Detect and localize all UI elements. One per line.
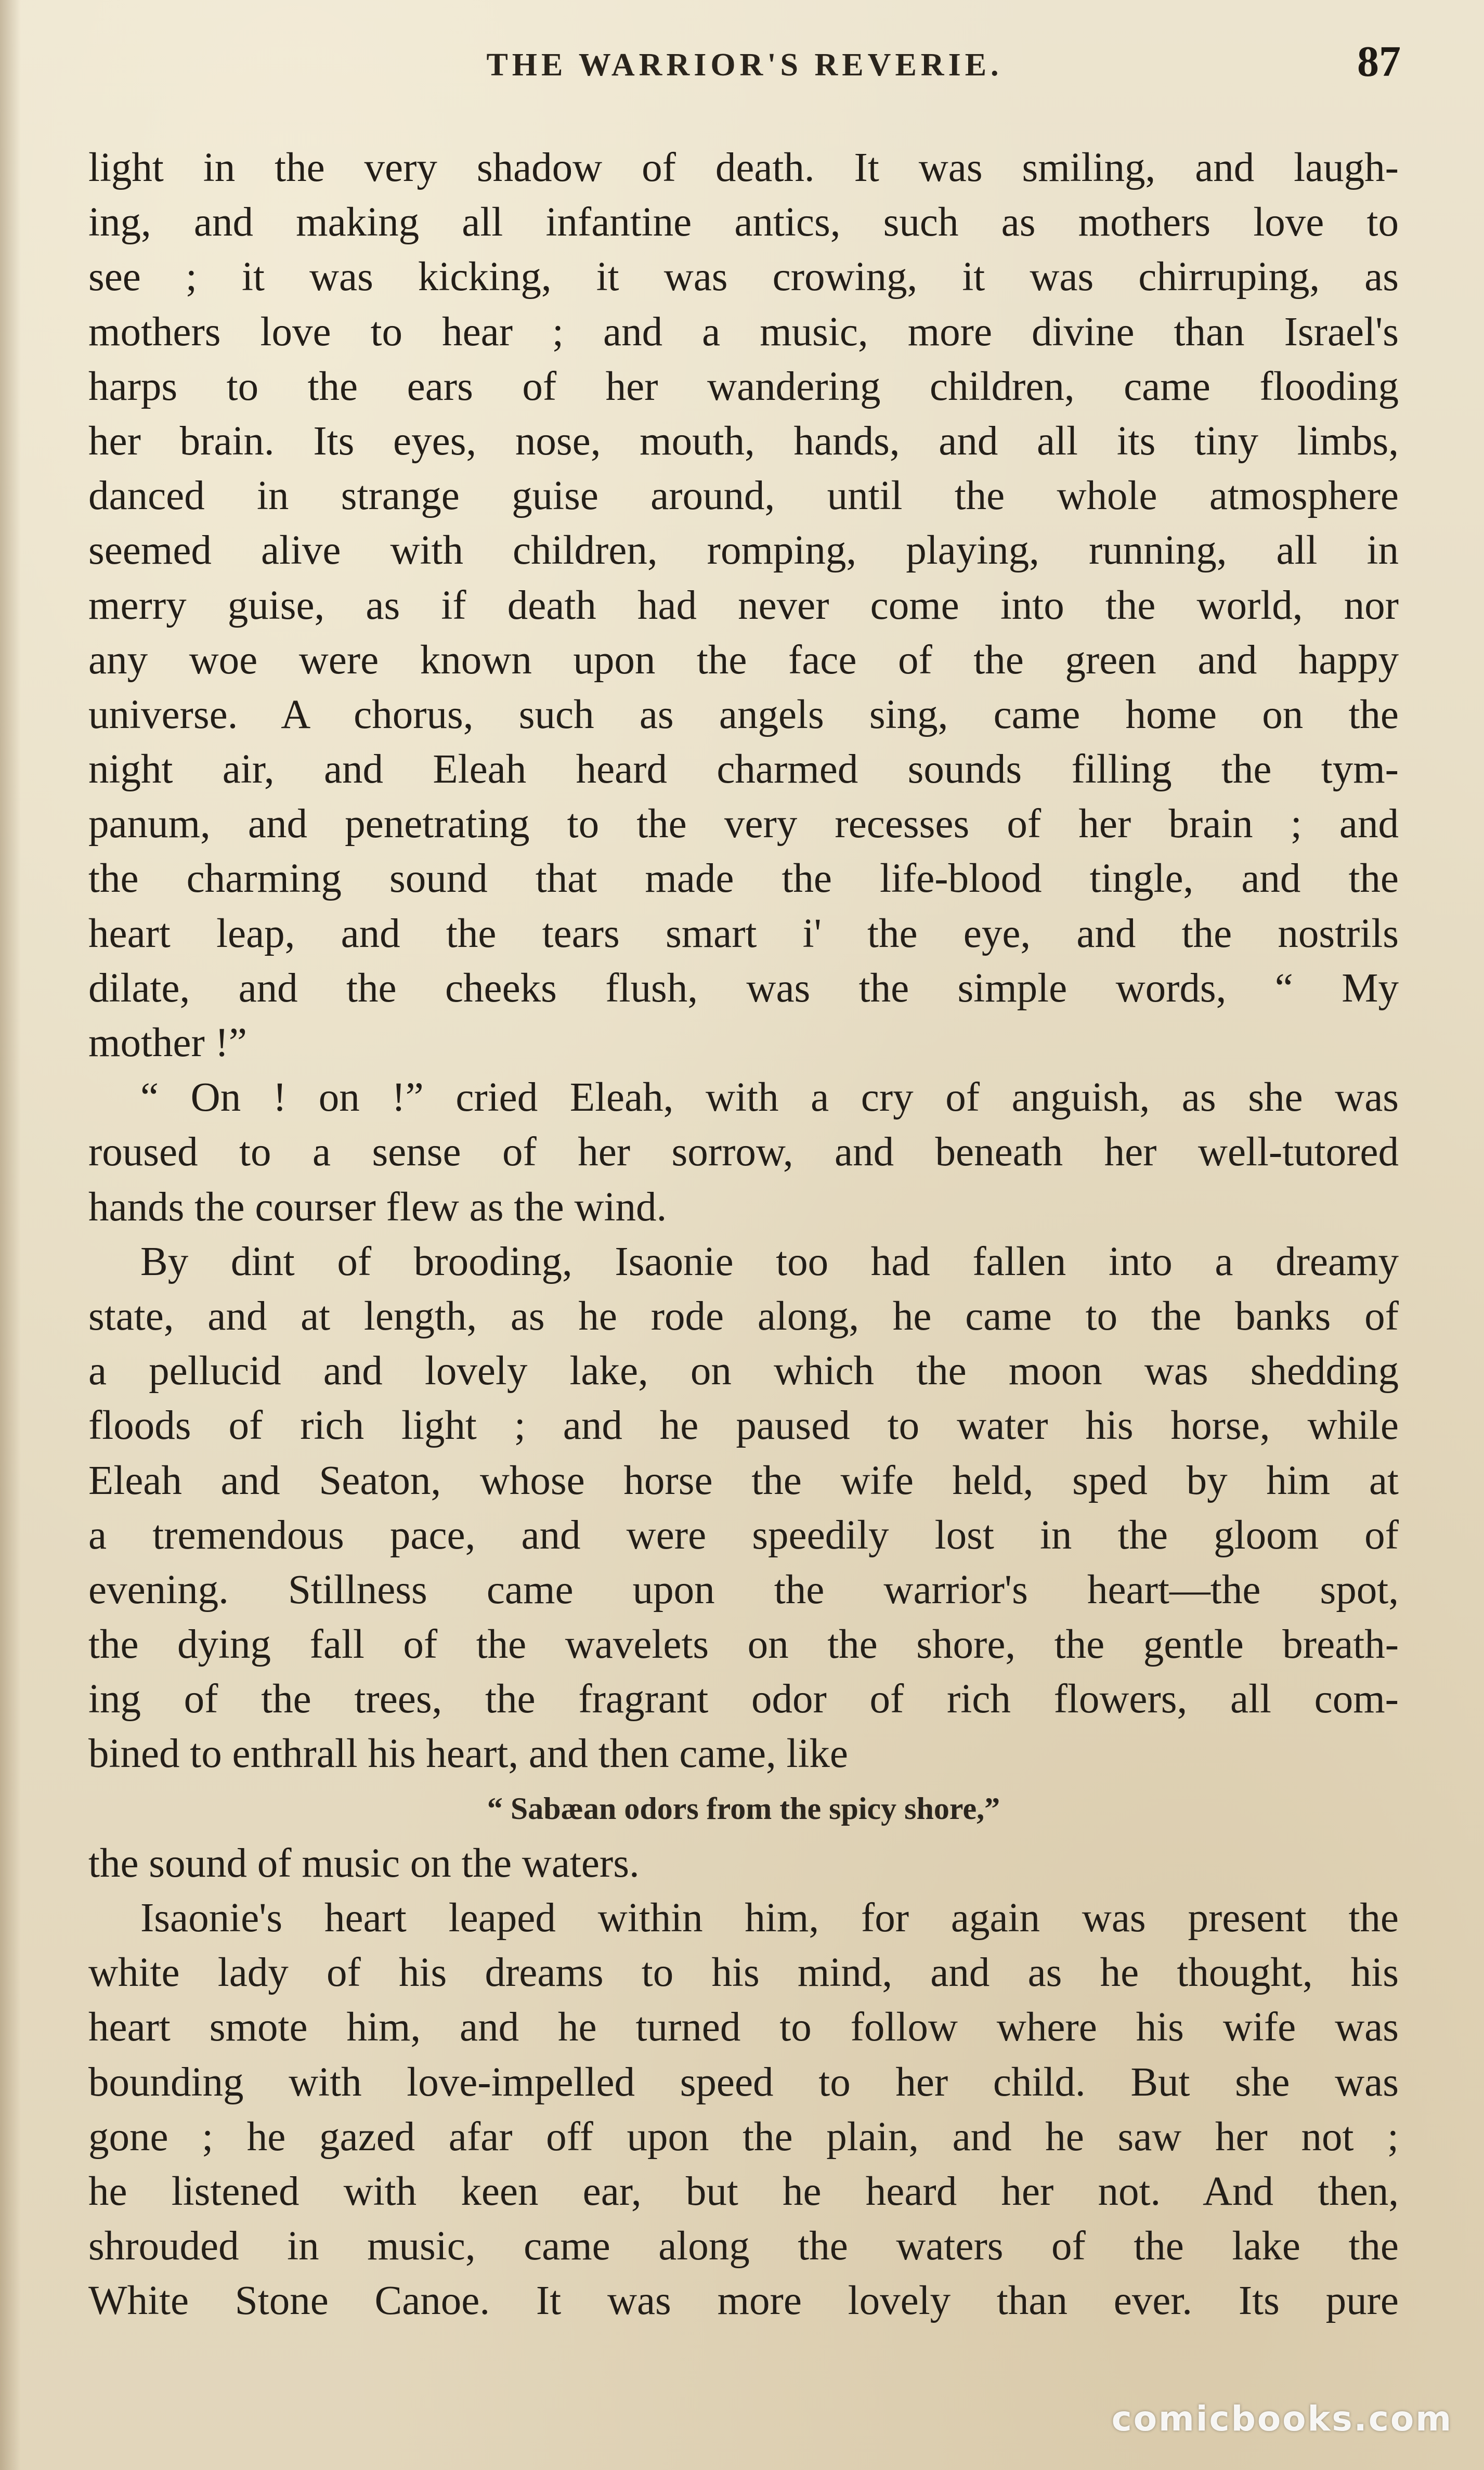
text-line: night air, and Eleah heard charmed sounds filling the tym-: [88, 747, 1399, 792]
quotation-line: “ Sabæan odors from the spicy shore,”: [487, 1791, 1000, 1826]
page-header: [88, 36, 1401, 94]
text-line: shrouded in music, came along the waters of the lake the: [88, 2224, 1399, 2269]
text-line: light in the very shadow of death. It was smiling, and laugh-: [88, 145, 1399, 190]
site-watermark: comicbooks.com: [1111, 2399, 1453, 2439]
text-line: universe. A chorus, such as angels sing, came home on the: [88, 692, 1399, 737]
text-line: state, and at length, as he rode along, he came to the banks of: [88, 1293, 1399, 1339]
text-line: hands the courser flew as the wind.: [88, 1184, 667, 1230]
text-line: By dint of brooding, Isaonie too had fallen into a dreamy: [140, 1239, 1399, 1284]
text-line: dilate, and the cheeks flush, was the simple words, “ My: [88, 965, 1399, 1011]
text-line: heart smote him, and he turned to follow where his wife was: [88, 2005, 1399, 2050]
text-line: heart leap, and the tears smart i' the eye, and the nostrils: [88, 911, 1399, 956]
text-line: seemed alive with children, romping, playing, running, all in: [88, 528, 1399, 574]
text-line: white lady of his dreams to his mind, and as he thought, his: [88, 1950, 1399, 1996]
text-line: a pellucid and lovely lake, on which the moon was shedding: [88, 1348, 1399, 1394]
body-text: [88, 140, 1399, 2329]
text-line: the sound of music on the waters.: [88, 1840, 640, 1886]
text-line: the dying fall of the wavelets on the shore, the gentle breath-: [88, 1622, 1399, 1668]
text-line: he listened with keen ear, but he heard her not. And then,: [88, 2168, 1399, 2214]
page-number: 87: [1357, 37, 1401, 86]
text-line: danced in strange guise around, until the whole atmosphere: [88, 473, 1399, 519]
text-line: bined to enthrall his heart, and then came, like: [88, 1731, 848, 1777]
text-line: harps to the ears of her wandering children, came flooding: [88, 363, 1399, 409]
text-line: Eleah and Seaton, whose horse the wife held, sped by him at: [88, 1458, 1399, 1503]
text-line: a tremendous pace, and were speedily lost in the gloom of: [88, 1512, 1399, 1558]
text-line: “ On ! on !” cried Eleah, with a cry of anguish, as she was: [140, 1075, 1399, 1121]
text-line: the charming sound that made the life-blood tingle, and the: [88, 856, 1399, 902]
text-line: panum, and penetrating to the very recesses of her brain ; and: [88, 801, 1399, 847]
running-title: THE WARRIOR'S REVERIE.: [486, 47, 1003, 83]
text-line: gone ; he gazed afar off upon the plain, and he saw her not ;: [88, 2114, 1399, 2160]
text-line: White Stone Canoe. It was more lovely than ever. Its pure: [88, 2278, 1399, 2324]
text-line: merry guise, as if death had never come into the world, nor: [88, 582, 1399, 628]
text-line: Isaonie's heart leaped within him, for again was present the: [140, 1895, 1399, 1941]
text-line: bounding with love-impelled speed to her child. But she was: [88, 2059, 1399, 2105]
text-line: roused to a sense of her sorrow, and beneath her well-tutored: [88, 1129, 1399, 1175]
text-line: mothers love to hear ; and a music, more divine than Israel's: [88, 309, 1399, 355]
text-line: her brain. Its eyes, nose, mouth, hands, and all its tiny limbs,: [88, 418, 1399, 464]
text-line: ing of the trees, the fragrant odor of rich flowers, all com-: [88, 1676, 1399, 1722]
text-line: any woe were known upon the face of the green and happy: [88, 637, 1399, 683]
text-line: ing, and making all infantine antics, such as mothers love to: [88, 200, 1399, 245]
text-line: evening. Stillness came upon the warrior's heart—the spot,: [88, 1567, 1399, 1613]
text-line: see ; it was kicking, it was crowing, it was chirruping, as: [88, 254, 1399, 300]
text-line: floods of rich light ; and he paused to water his horse, while: [88, 1403, 1399, 1449]
text-line: mother !”: [88, 1020, 247, 1065]
